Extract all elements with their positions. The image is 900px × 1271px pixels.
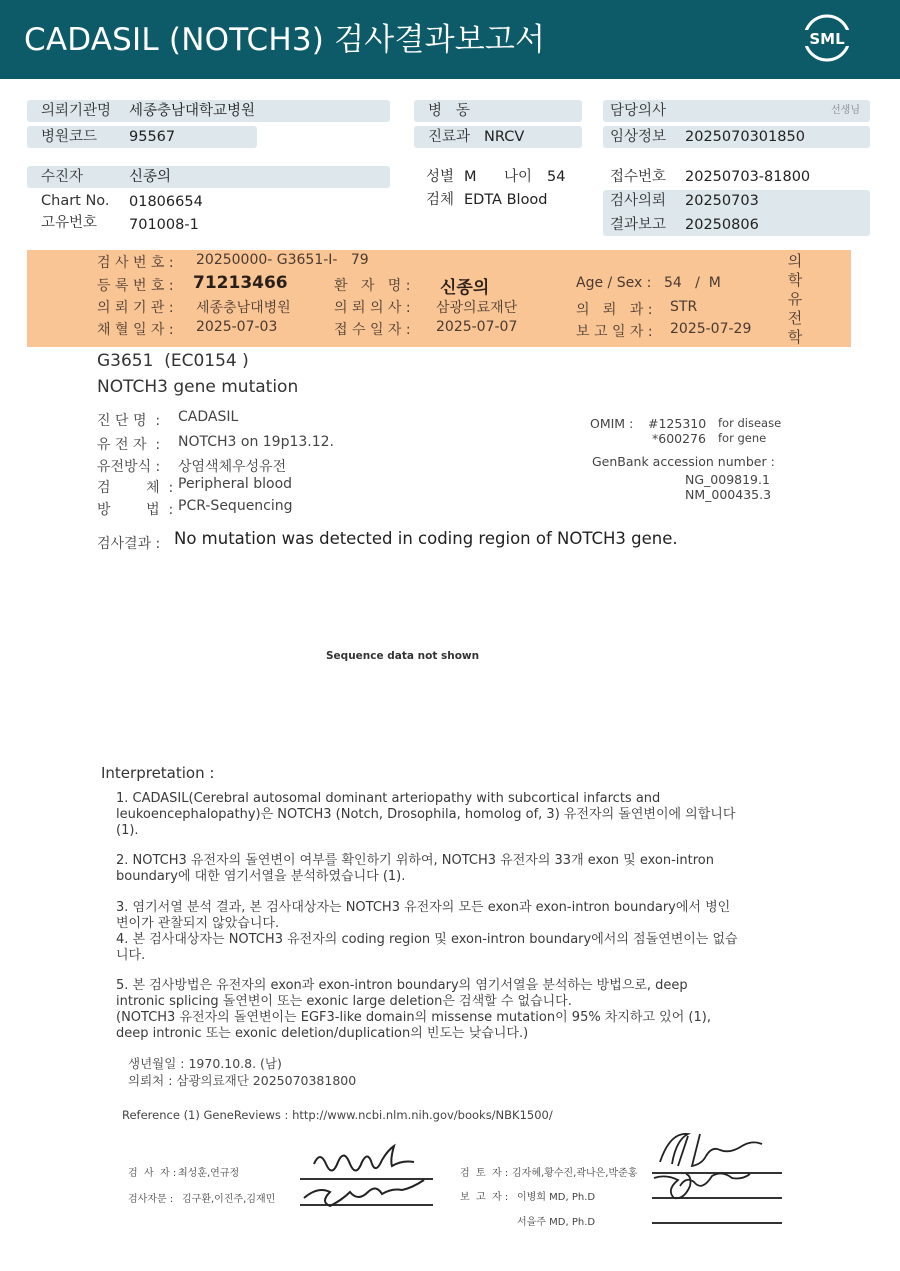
specimen-scan-label: 검 체 :	[97, 480, 174, 496]
patient-label: 수진자	[41, 169, 84, 185]
request-date-label: 검사의뢰	[610, 193, 667, 209]
clinical-value: 2025070301850	[685, 129, 805, 145]
advisor-value: 김구환,이진주,김재민	[182, 1194, 276, 1205]
report-date-label: 결과보고	[610, 217, 667, 233]
interp-item-1: 1. CADASIL(Cerebral autosomal dominant arteriopathy with subcortical infarcts and leukoencephalopathy)은 NOTCH3 (Notch, Drosophila, homolog of, 3) 유전자의 돌연변이에 의합니다 (1).	[116, 791, 736, 838]
reporter2-value: 서을주 MD, Ph.D	[517, 1217, 596, 1228]
hospital-code-value: 95567	[129, 129, 176, 145]
test-name: NOTCH3 gene mutation	[97, 377, 299, 397]
reporter2-sign-line	[652, 1222, 782, 1224]
hospital-code-row	[27, 126, 257, 148]
req-dept-label: 의 뢰 과 :	[576, 302, 653, 318]
inherit-value: 상염색체우성유전	[178, 459, 287, 475]
genbank2-value: NM_000435.3	[685, 487, 772, 502]
age-sex-label: Age / Sex :	[576, 275, 652, 291]
req-dept-value: STR	[670, 299, 698, 315]
dept-row	[414, 126, 582, 148]
reg-no-value: 71213466	[193, 273, 288, 293]
clinical-row	[603, 126, 870, 148]
clinical-label: 임상정보	[610, 129, 667, 145]
omim1-note: for disease	[718, 416, 782, 430]
examiner-label: 검 사 자 :	[128, 1168, 177, 1179]
gene-value: NOTCH3 on 19p13.12.	[178, 434, 335, 450]
doctor-row	[603, 100, 870, 122]
sex-value: M	[464, 169, 477, 185]
report-header	[0, 0, 900, 79]
specimen-label: 검체	[426, 192, 455, 208]
hospital-code-label: 병원코드	[41, 129, 98, 145]
sex-label: 성별	[426, 169, 455, 185]
dept-vertical-label: 의 학 유 전 학	[787, 252, 803, 346]
report-value: 2025-07-29	[670, 321, 752, 337]
test-no-label: 검 사 번 호 :	[97, 255, 174, 271]
req-org-label: 의 뢰 기 관 :	[97, 300, 174, 316]
dates-box	[603, 190, 870, 236]
test-no-value: 20250000- G3651-I- 79	[196, 252, 369, 268]
examiner-value: 최성훈,연규정	[178, 1168, 240, 1179]
requesting-org-value: 세종충남대학교병원	[129, 103, 256, 119]
request-date-value: 20250703	[685, 193, 759, 209]
reviewer-value: 김자혜,황수진,곽나은,박준홍	[512, 1168, 638, 1179]
doctor-suffix: 선생님	[831, 105, 860, 116]
req-doc-value: 삼광의료재단	[436, 300, 518, 316]
method-label: 방 법 :	[97, 502, 174, 518]
genbank-label: GenBank accession number :	[592, 454, 775, 469]
dept-value: NRCV	[484, 129, 525, 145]
age-value: 54	[547, 169, 566, 185]
logo-text: SML	[809, 30, 845, 48]
ward-row	[414, 100, 582, 122]
reporter-label: 보 고 자 :	[460, 1192, 509, 1203]
specimen-scan-value: Peripheral blood	[178, 476, 293, 492]
age-label: 나이	[504, 169, 533, 185]
report-date-value: 20250806	[685, 217, 759, 233]
result-value: No mutation was detected in coding region of NOTCH3 gene.	[174, 529, 678, 548]
receipt-value: 20250703-81800	[685, 169, 811, 185]
gene-label: 유 전 자 :	[97, 437, 161, 453]
diag-value: CADASIL	[178, 409, 239, 425]
patient-value: 신종의	[129, 169, 172, 185]
reviewer-signature	[640, 1126, 780, 1212]
collect-value: 2025-07-03	[196, 319, 278, 335]
receive-value: 2025-07-07	[436, 319, 518, 335]
req-org-value: 세종충남대병원	[196, 300, 291, 316]
sequence-note: Sequence data not shown	[326, 650, 480, 662]
dept-label: 진료과	[428, 129, 471, 145]
specimen-value: EDTA Blood	[464, 192, 548, 208]
collect-label: 채 혈 일 자 :	[97, 322, 174, 338]
test-code: G3651 (EC0154 )	[97, 351, 249, 371]
chart-label: Chart No.	[41, 193, 110, 209]
interp-title: Interpretation :	[101, 764, 215, 782]
reference: Reference (1) GeneReviews : http://www.ncbi.nlm.nih.gov/books/NBK1500/	[122, 1108, 553, 1122]
receipt-label: 접수번호	[610, 169, 667, 185]
omim2-note: for gene	[718, 431, 767, 445]
patient-name-label: 환 자 명 :	[334, 278, 411, 294]
chart-value: 01806654	[129, 194, 203, 210]
reporter1-value: 이병희 MD, Ph.D	[517, 1192, 596, 1203]
report-label: 보 고 일 자 :	[576, 324, 653, 340]
genbank1-value: NG_009819.1	[685, 472, 770, 487]
result-label: 검사결과 :	[97, 536, 161, 552]
unique-label: 고유번호	[41, 215, 98, 231]
reg-no-label: 등 록 번 호 :	[97, 278, 174, 294]
ward-label: 병 동	[428, 103, 470, 119]
req-doc-label: 의 뢰 의 사 :	[334, 300, 411, 316]
advisor-label: 검사자문 :	[128, 1194, 174, 1205]
sml-logo	[803, 14, 851, 62]
reviewer-label: 검 토 자 :	[460, 1168, 509, 1179]
patient-row	[27, 166, 390, 188]
omim1-value: #125310	[648, 416, 707, 431]
interp-item-3-4: 3. 염기서열 분석 결과, 본 검사대상자는 NOTCH3 유전자의 모든 exon과 exon-intron boundary에서 병인 변이가 관찰되지 않았습니다. 4. 본 검사대상자는 NOTCH3 유전자의 coding region 및 exon-intron boundary에서의 점돌연변이는 없습 니다.	[116, 900, 738, 963]
receive-label: 접 수 일 자 :	[334, 322, 411, 338]
age-sex-value: 54 / M	[664, 275, 721, 291]
omim-label: OMIM :	[590, 416, 634, 431]
requesting-org-label: 의뢰기관명	[41, 103, 112, 119]
patient-name-value: 신종의	[440, 278, 490, 298]
report-title: CADASIL (NOTCH3) 검사결과보고서	[24, 22, 546, 58]
unique-value: 701008-1	[129, 217, 199, 233]
diag-label: 진 단 명 :	[97, 413, 161, 429]
inherit-label: 유전방식 :	[97, 459, 161, 475]
method-value: PCR-Sequencing	[178, 498, 293, 514]
requester-line: 의뢰처 : 삼광의료재단 2025070381800	[128, 1073, 357, 1088]
examiner-signature	[300, 1140, 440, 1220]
doctor-label: 담당의사	[610, 103, 667, 119]
interp-item-5: 5. 본 검사방법은 유전자의 exon과 exon-intron boundary의 염기서열을 분석하는 방법으로, deep intronic splicing 돌연변이 또는 exonic large deletion은 검색할 수 없습니다. (NOTCH3 유전자의 돌연변이는 EGF3-like domain의 missense mutation이 95% 차지하고 있어 (1), deep intronic 또는 exonic deletion/duplication의 빈도는 낮습니다.)	[116, 978, 711, 1041]
dob-line: 생년월일 : 1970.10.8. (남)	[128, 1056, 282, 1071]
omim2-value: *600276	[652, 431, 706, 446]
requesting-org-row	[27, 100, 390, 122]
interp-item-2: 2. NOTCH3 유전자의 돌연변이 여부를 확인하기 위하여, NOTCH3 유전자의 33개 exon 및 exon-intron boundary에 대한 염기서열을 분석하였습니다 (1).	[116, 853, 714, 884]
